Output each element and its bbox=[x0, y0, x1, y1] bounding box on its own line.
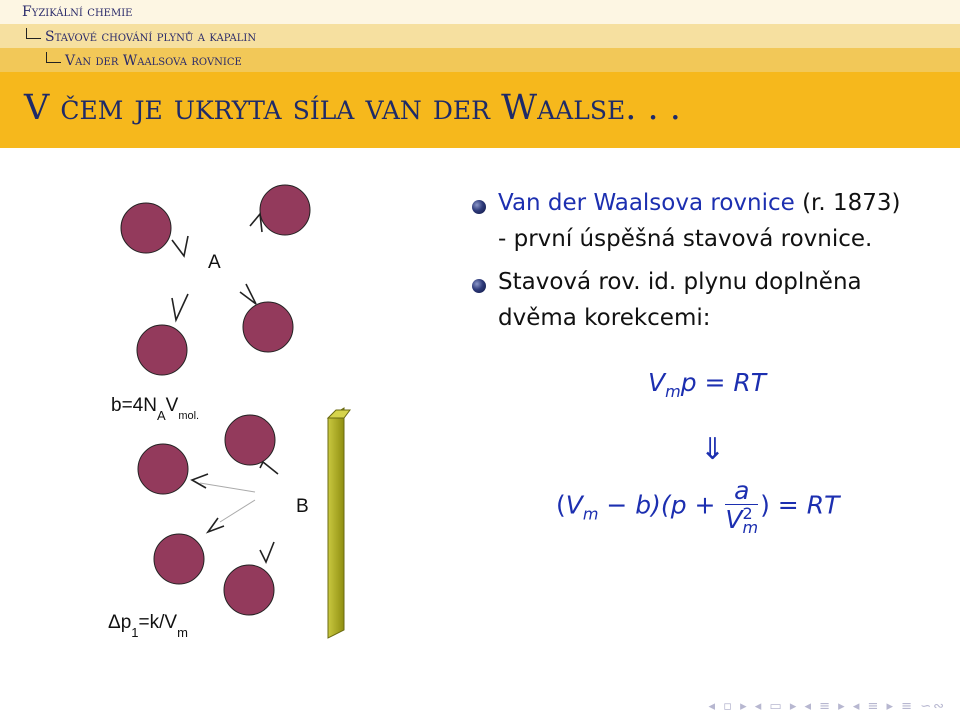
formula-text: p bbox=[120, 612, 132, 633]
header-band-1 bbox=[0, 0, 960, 24]
molecule bbox=[138, 444, 188, 494]
formula-text: =k/V bbox=[138, 612, 178, 633]
excluded-volume-formula bbox=[111, 395, 199, 423]
highlight-text: Van der Waalsova rovnice bbox=[498, 190, 795, 216]
van-der-waals-equation bbox=[556, 478, 839, 535]
math-sub: m bbox=[742, 518, 759, 537]
breadcrumb-subsection-label: Van der Waalsova rovnice bbox=[65, 53, 242, 69]
formula-sub: mol. bbox=[178, 410, 200, 422]
ideal-gas-equation bbox=[648, 368, 766, 401]
label-a: A bbox=[208, 252, 221, 273]
implies-arrow-icon: ⇓ bbox=[700, 432, 726, 467]
molecule bbox=[243, 302, 293, 352]
bullet-icon bbox=[472, 279, 486, 293]
math-symbol: V bbox=[648, 368, 666, 397]
attraction-arrows-lower bbox=[192, 462, 278, 562]
math-operator: ) = bbox=[760, 490, 807, 520]
math-symbol: RT bbox=[806, 490, 840, 520]
bullet-1-line-1 bbox=[498, 190, 901, 216]
label-b: B bbox=[296, 496, 309, 517]
math-symbol: − b)( bbox=[598, 490, 671, 520]
molecule bbox=[121, 203, 171, 253]
breadcrumb-course[interactable]: Fyzikální chemie bbox=[22, 4, 133, 20]
math-symbol: p bbox=[680, 368, 697, 397]
math-symbol: RT bbox=[733, 368, 767, 397]
math-symbol: p bbox=[670, 490, 687, 520]
bullet-text: (r. 1873) bbox=[794, 190, 901, 216]
molecule bbox=[137, 325, 187, 375]
frame-title: V čem je ukryta síla van der Waalse. . . bbox=[24, 88, 681, 128]
formula-text: b=4N bbox=[111, 395, 157, 416]
fraction-numerator: a bbox=[725, 478, 758, 505]
bullet-2-line-2: dvěma korekcemi: bbox=[498, 305, 711, 331]
formula-sub: A bbox=[156, 408, 166, 423]
math-sub: m bbox=[582, 504, 599, 524]
bullet-1-line-2: - první úspěšná stavová rovnice. bbox=[498, 226, 873, 252]
formula-text: V bbox=[165, 395, 179, 416]
math-symbol: V bbox=[725, 505, 743, 534]
wall bbox=[328, 408, 344, 638]
beamer-navigation-icons[interactable]: ◂ ▫ ▸ ◂ ▭ ▸ ◂ ≡ ▸ ◂ ≡ ▸ ≡ ∽∾ bbox=[708, 699, 946, 714]
breadcrumb-section-label: Stavové chování plynů a kapalin bbox=[45, 29, 257, 45]
molecule bbox=[260, 185, 310, 235]
bullet-icon bbox=[472, 200, 486, 214]
pressure-correction-formula bbox=[108, 612, 188, 640]
formula-text: Δ bbox=[108, 612, 121, 633]
molecule bbox=[154, 534, 204, 584]
molecule bbox=[225, 415, 275, 465]
breadcrumb-section[interactable] bbox=[26, 28, 256, 45]
molecule bbox=[224, 565, 274, 615]
formula-sub: 1 bbox=[131, 625, 139, 640]
tree-angle-icon bbox=[26, 28, 41, 39]
math-symbol: V bbox=[565, 490, 583, 520]
breadcrumb-subsection[interactable] bbox=[46, 52, 242, 69]
math-operator: ( bbox=[556, 490, 566, 520]
math-sub: m bbox=[665, 382, 681, 401]
tree-angle-icon bbox=[46, 52, 61, 63]
fraction bbox=[725, 478, 758, 535]
bullet-2-line-1: Stavová rov. id. plynu doplněna bbox=[498, 269, 862, 295]
math-sup: 2 bbox=[742, 504, 753, 523]
fraction-denominator bbox=[725, 505, 758, 535]
math-operator: + bbox=[686, 490, 724, 520]
formula-sub: m bbox=[177, 625, 188, 640]
math-operator: = bbox=[696, 368, 734, 397]
